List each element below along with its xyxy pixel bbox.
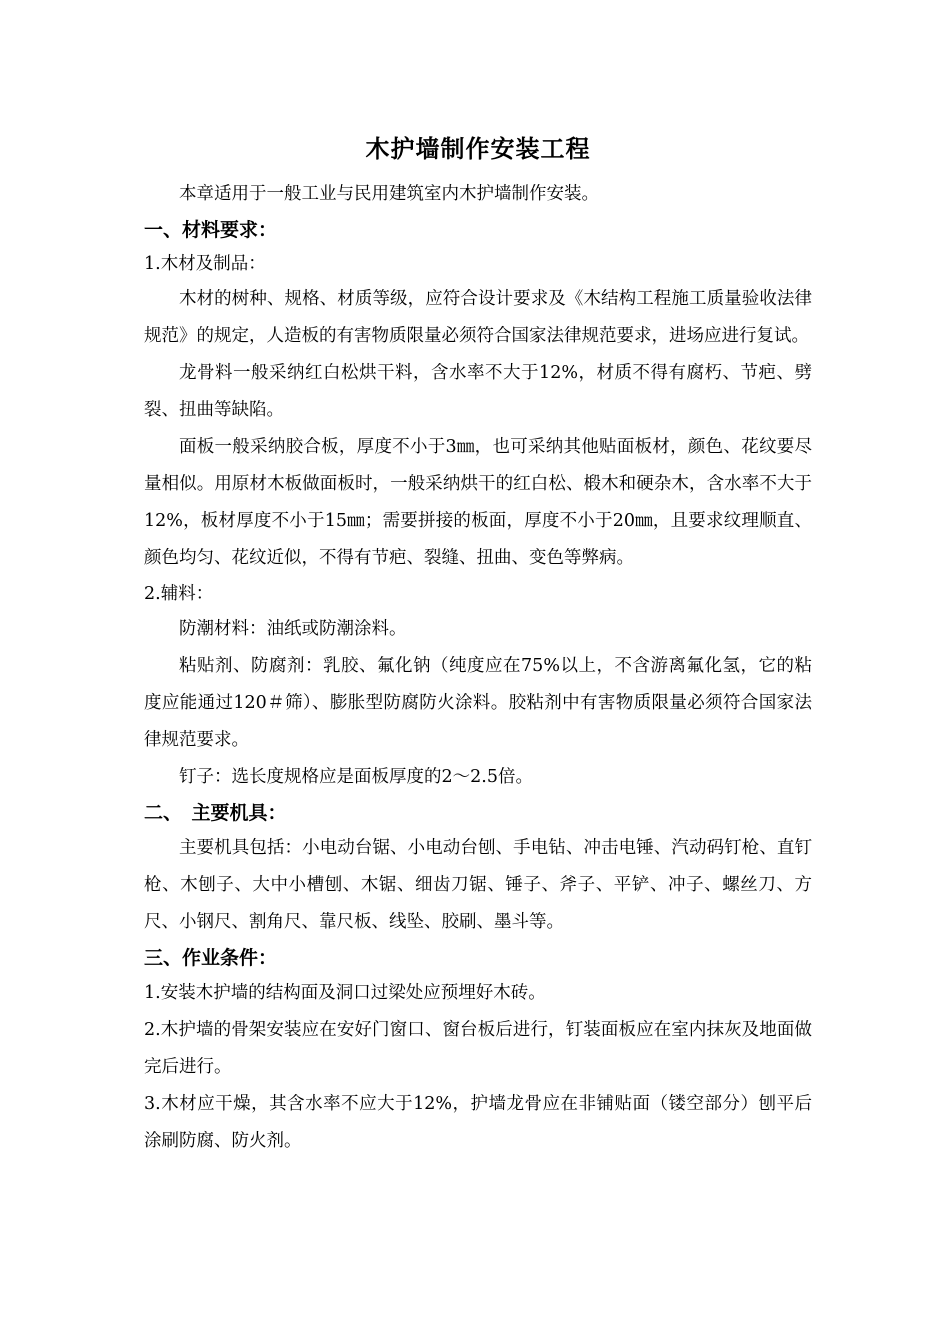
section-heading-materials: 一、材料要求：	[144, 219, 278, 241]
paragraph-tools: 主要机具包括：小电动台锯、小电动台刨、手电钻、冲击电锤、汽动码钉枪、直钉枪、木刨子、大中小槽刨、木锯、细齿刀锯、锤子、斧子、平铲、冲子、螺丝刀、方尺、小钢尺、割角尺、靠尺板、线坠、胶刷、墨斗等。	[144, 838, 812, 932]
section-heading-tools: 二、 主要机具：	[144, 802, 287, 824]
paragraph-adhesive: 粘贴剂、防腐剂：乳胶、氟化钠（纯度应在75%以上，不含游离氟化氢，它的粘度应能通过120＃筛）、膨胀型防腐防火涂料。胶粘剂中有害物质限量必须符合国家法律规范要求。	[144, 656, 812, 750]
list-item: 3.木材应干燥，其含水率不应大于12%，护墙龙骨应在非铺贴面（镂空部分）刨平后涂刷防腐、防火剂。	[144, 1094, 812, 1151]
list-item: 2.木护墙的骨架安装应在安好门窗口、窗台板后进行，钉装面板应在室内抹灰及地面做完后进行。	[144, 1020, 812, 1077]
paragraph-moisture: 防潮材料：油纸或防潮涂料。	[179, 619, 407, 639]
paragraph-wood-spec: 木材的树种、规格、材质等级，应符合设计要求及《木结构工程施工质量验收法律规范》的规定，人造板的有害物质限量必须符合国家法律规范要求，进场应进行复试。	[144, 289, 812, 346]
paragraph-keel: 龙骨料一般采纳红白松烘干料，含水率不大于12%，材质不得有腐朽、节疤、劈裂、扭曲等缺陷。	[144, 363, 812, 420]
document-page	[144, 130, 812, 1160]
list-item: 1.安装木护墙的结构面及洞口过梁处应预埋好木砖。	[144, 983, 546, 1003]
intro-paragraph: 本章适用于一般工业与民用建筑室内木护墙制作安装。	[179, 184, 599, 204]
section-heading-conditions: 三、作业条件：	[144, 947, 278, 969]
document-title: 木护墙制作安装工程	[365, 135, 591, 163]
subheading-wood: 1.木材及制品：	[144, 254, 266, 274]
subheading-auxiliary: 2.辅料：	[144, 584, 214, 604]
paragraph-nails: 钉子：选长度规格应是面板厚度的2～2.5倍。	[179, 767, 533, 787]
paragraph-panel: 面板一般采纳胶合板，厚度不小于3㎜，也可采纳其他贴面板材，颜色、花纹要尽量相似。用原材木板做面板时，一般采纳烘干的红白松、椴木和硬杂木，含水率不大于12%，板材厚度不小于15㎜；需要拼接的板面，厚度不小于20㎜，且要求纹理顺直、颜色均匀、花纹近似，不得有节疤、裂缝、扭曲、变色等弊病。	[144, 437, 812, 568]
